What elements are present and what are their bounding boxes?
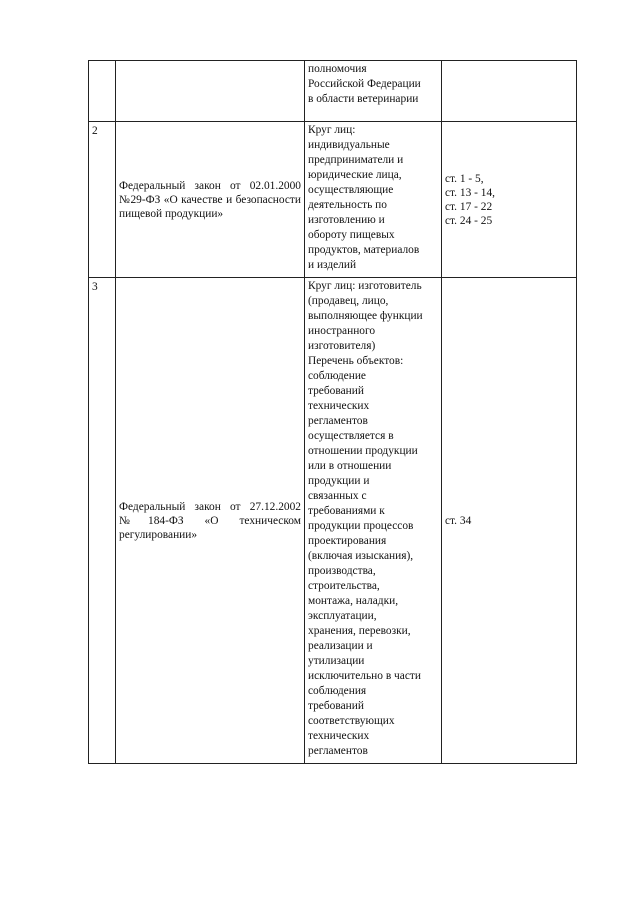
scope-cell [305, 122, 442, 278]
scope-line: хранения, перевозки, [308, 625, 411, 637]
article-ref: ст. 1 - 5, [445, 172, 484, 185]
scope-line: соответствующих [308, 715, 395, 727]
scope-line: монтажа, наладки, [308, 595, 399, 607]
article-refs-cell [442, 61, 577, 122]
scope-line: исключительно в части [308, 670, 421, 682]
legal-act-title: Федеральный закон от 27.12.2002 №184-ФЗ «О техническом регулировании» [119, 500, 301, 541]
scope-line: осуществляется в [308, 430, 394, 442]
scope-line: предприниматели и [308, 154, 404, 166]
legal-act-cell [116, 278, 305, 764]
scope-line: Российской Федерации [308, 78, 421, 90]
scope-line: проектирования [308, 535, 387, 547]
article-ref: ст. 24 - 25 [445, 214, 493, 227]
article-ref: ст. 13 - 14, [445, 186, 495, 199]
scope-line: (включая изыскания), [308, 550, 414, 562]
row-number-cell [89, 61, 116, 122]
scope-line: эксплуатации, [308, 610, 377, 622]
scope-cell [305, 61, 442, 122]
scope-line: изготовителя) [308, 340, 376, 352]
scope-cell [305, 278, 442, 764]
scope-line: осуществляющие [308, 184, 394, 196]
scope-line: иностранного [308, 325, 376, 337]
scope-line: строительства, [308, 580, 380, 592]
legal-acts-table [88, 60, 577, 764]
scope-line: регламентов [308, 745, 368, 757]
article-ref: ст. 17 - 22 [445, 200, 493, 213]
legal-act-title: Федеральный закон от 02.01.2000 №29-ФЗ «О качестве и безопасности пищевой продукции» [119, 179, 301, 220]
row-number: 2 [92, 125, 98, 137]
scope-line: индивидуальные [308, 139, 390, 151]
scope-line: требованиями к [308, 505, 385, 517]
scope-line: выполняющее функции [308, 310, 423, 322]
table-row [89, 61, 577, 122]
row-number-cell [89, 122, 116, 278]
scope-line: соблюдение [308, 370, 366, 382]
scope-line: технических [308, 400, 370, 412]
table-row [89, 278, 577, 764]
scope-line: полномочия [308, 63, 367, 75]
scope-line: продукции процессов [308, 520, 414, 532]
scope-line: в области ветеринарии [308, 93, 419, 105]
scope-line: (продавец, лицо, [308, 295, 389, 307]
legal-act-cell [116, 61, 305, 122]
scope-line: и изделий [308, 259, 357, 271]
scope-line: продукции и [308, 475, 370, 487]
scope-line: Круг лиц: [308, 124, 356, 136]
legal-act-cell [116, 122, 305, 278]
scope-line: или в отношении [308, 460, 392, 472]
scope-line: изготовлению и [308, 214, 385, 226]
article-refs-cell [442, 278, 577, 764]
scope-line: регламентов [308, 415, 368, 427]
scope-line: связанных с [308, 490, 367, 502]
scope-line: утилизации [308, 655, 365, 667]
scope-line: технических [308, 730, 370, 742]
table-row [89, 122, 577, 278]
scope-line: требований [308, 385, 364, 397]
scope-line: соблюдения [308, 685, 367, 697]
scope-line: Перечень объектов: [308, 355, 404, 367]
scope-line: Круг лиц: изготовитель [308, 280, 422, 292]
scope-line: требований [308, 700, 364, 712]
scope-line: юридические лица, [308, 169, 402, 181]
table-body [89, 61, 577, 764]
article-refs-cell [442, 122, 577, 278]
row-number: 3 [92, 281, 98, 293]
scope-line: деятельность по [308, 199, 387, 211]
article-ref: ст. 34 [445, 514, 472, 527]
row-number-cell [89, 278, 116, 764]
scope-line: производства, [308, 565, 376, 577]
scope-line: реализации и [308, 640, 373, 652]
scope-line: отношении продукции [308, 445, 418, 457]
scope-line: продуктов, материалов [308, 244, 420, 256]
row-number [89, 61, 115, 63]
scope-line: обороту пищевых [308, 229, 395, 241]
